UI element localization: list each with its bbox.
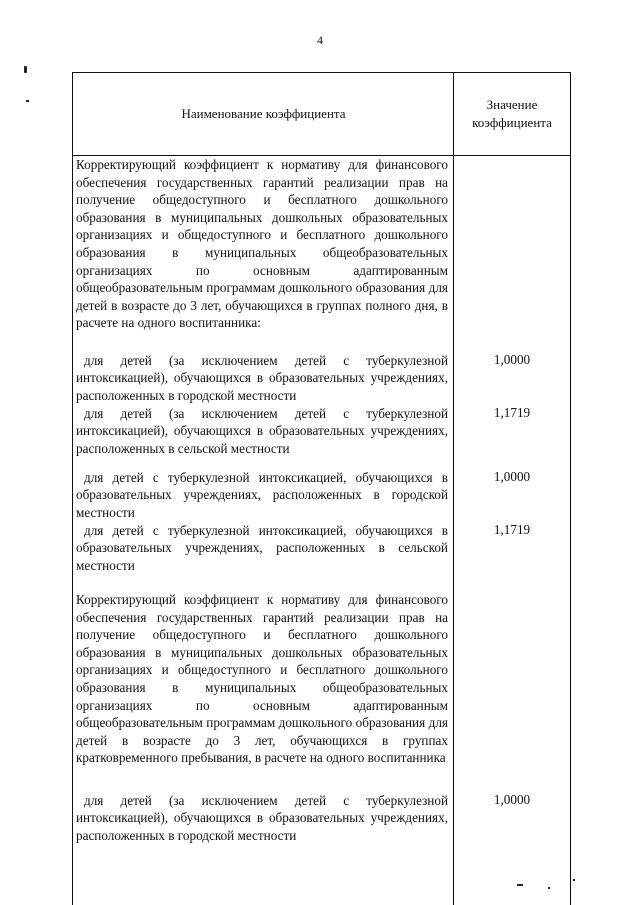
row-description: для детей (за исключением детей с туберкулезной интоксикацией), обучающихся в образовательных учреждениях, расположенных в городской местности: [76, 793, 448, 843]
page-number: 4: [317, 33, 323, 47]
scan-artifact: [573, 879, 575, 881]
header-value-label-line1: Значение: [486, 97, 538, 112]
table-right-border: [570, 155, 571, 905]
header-value-cell: [454, 73, 570, 155]
scan-artifact: [26, 100, 29, 102]
row-value: 1,0000: [493, 352, 531, 367]
table-left-border: [72, 155, 73, 905]
row-value: 1,0000: [493, 469, 531, 484]
table-header: [72, 72, 571, 156]
row-description: для детей с туберкулезной интоксикацией, обучающихся в образовательных учреждениях, расположенных в сельской местности: [76, 523, 448, 573]
scan-artifact: [24, 66, 27, 73]
row-value: 1,0000: [493, 792, 531, 807]
section-heading: Корректирующий коэффициент к нормативу для финансового обеспечения государственных гарантий реализации прав на получение общедоступного и бесплатного дошкольного образования в муниципальных дошкольных образовательных организациях и общедоступного и бесплатного дошкольного образования в муниципальных общеобразовательных организациях по основным адаптированным общеобразовательным программам дошкольного образования для детей в возрасте до 3 лет, обучающихся в группах кратковременного пребывания, в расчете на одного воспитанника: [76, 592, 448, 766]
section-heading: Корректирующий коэффициент к нормативу для финансового обеспечения государственных гарантий реализации прав на получение общедоступного и бесплатного дошкольного образования в муниципальных дошкольных образовательных организациях и общедоступного и бесплатного дошкольного образования в муниципальных общеобразовательных организациях по основным адаптированным общеобразовательным программам дошкольного образования для детей в возрасте до 3 лет, обучающихся в группах полного дня, в расчете на одного воспитанника:: [76, 157, 448, 331]
row-description: для детей (за исключением детей с туберкулезной интоксикацией), обучающихся в образовательных учреждениях, расположенных в городской местности: [76, 353, 448, 403]
header-name-label: Наименование коэффициента: [181, 106, 346, 121]
header-value-label-line2: коэффициента: [472, 115, 552, 130]
header-name-cell: [73, 73, 454, 155]
row-value: 1,1719: [493, 522, 531, 537]
table-column-divider: [453, 72, 454, 905]
scan-artifact: [548, 887, 550, 889]
scan-artifact: [517, 884, 523, 886]
row-value: 1,1719: [493, 405, 531, 420]
row-description: для детей с туберкулезной интоксикацией, обучающихся в образовательных учреждениях, расположенных в городской местности: [76, 470, 448, 520]
row-description: для детей (за исключением детей с туберкулезной интоксикацией), обучающихся в образовательных учреждениях, расположенных в сельской местности: [76, 406, 448, 456]
